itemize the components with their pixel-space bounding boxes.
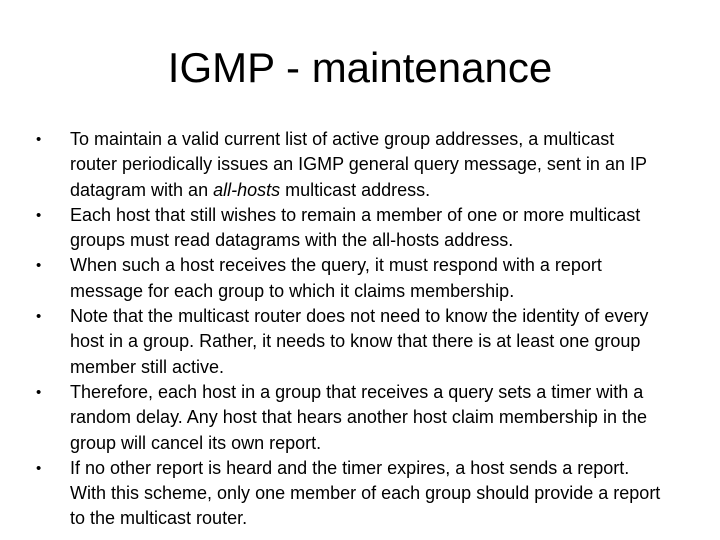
bullet-item — [36, 203, 666, 254]
bullet-marker: • — [36, 206, 42, 224]
bullet-item — [36, 456, 666, 532]
bullet-text: multicast address. — [280, 179, 431, 200]
bullet-marker: • — [36, 308, 42, 326]
bullet-text: Each host that still wishes to remain a member of one or more multicast groups must read datagrams with the all-hosts address. — [70, 204, 641, 251]
bullet-text: When such a host receives the query, it must respond with a report message for each group to which it claims membership. — [70, 255, 602, 301]
bullet-item — [36, 253, 666, 304]
bullet-emphasis: all-hosts — [213, 179, 281, 200]
slide-title: IGMP - maintenance — [167, 44, 553, 91]
bullet-text: Therefore, each host in a group that receives a query sets a timer with a random delay. Any host that hears another host claim membership in the group will cancel its own report. — [70, 381, 647, 453]
bullet-item — [36, 304, 666, 380]
bullet-marker: • — [36, 131, 42, 148]
bullet-list — [36, 127, 666, 532]
bullet-marker: • — [36, 383, 42, 401]
bullet-text: Note that the multicast router does not need to know the identity of every host in a group. Rather, it needs to know that there is at least one group member still active. — [70, 306, 649, 377]
bullet-text: If no other report is heard and the timer expires, a host sends a report. With this scheme, only one member of each group should provide a report to the multicast router. — [70, 457, 661, 529]
bullet-text: To maintain a valid current list of active group addresses, a multicast router periodically issues an IGMP general query message, sent in an IP datagram with an — [70, 129, 647, 200]
bullet-marker: • — [36, 257, 42, 275]
bullet-marker: • — [36, 459, 42, 477]
bullet-item — [36, 380, 666, 456]
bullet-item — [36, 127, 666, 203]
